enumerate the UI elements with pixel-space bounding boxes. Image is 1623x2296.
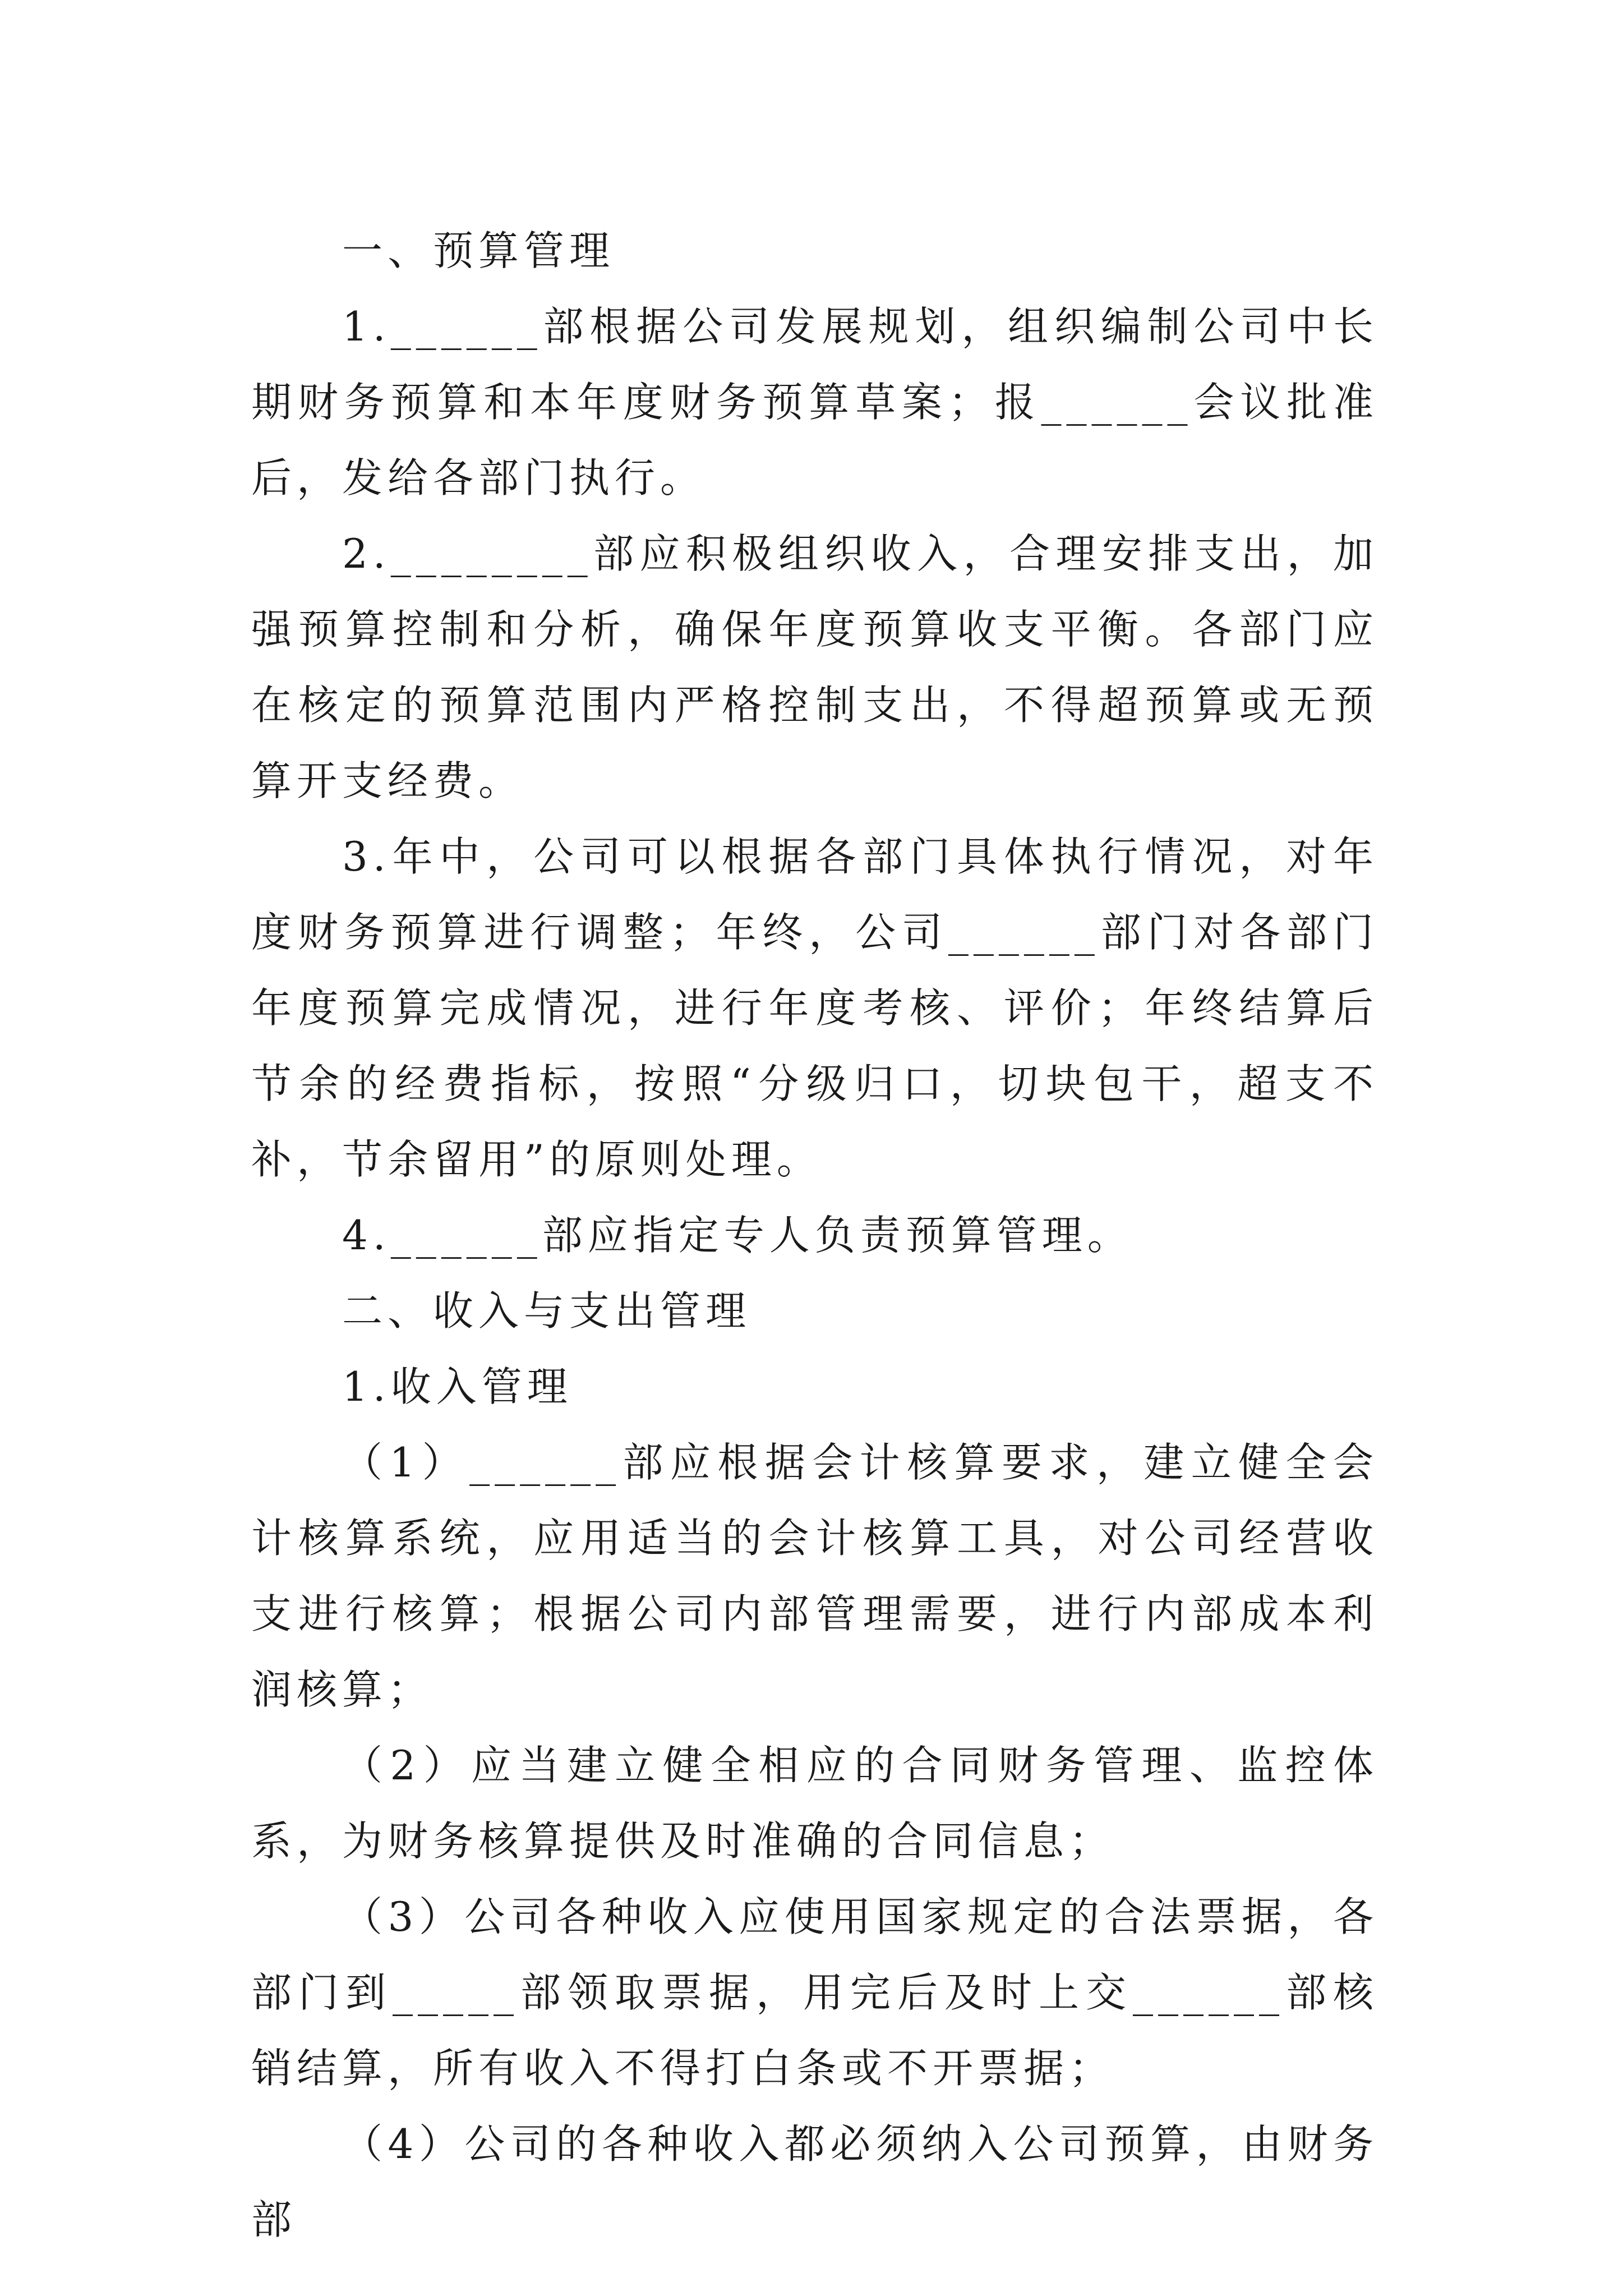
budget-item-1: 1.______部根据公司发展规划，组织编制公司中长期财务预算和本年度财务预算草案；报______会议批准后，发给各部门执行。 (251, 303, 1378, 501)
income-item-4: （4）公司的各种收入都必须纳入公司预算，由财务部 (251, 2120, 1378, 2243)
section-heading-income-expense: 二、收入与支出管理 (342, 1287, 751, 1335)
section-heading-budget: 一、预算管理 (342, 227, 615, 274)
income-item-1: （1）______部应根据会计核算要求，建立健全会计核算系统，应用适当的会计核算工具，对公司经营收支进行核算；根据公司内部管理需要，进行内部成本利润核算； (251, 1439, 1378, 1713)
budget-item-2: 2.________部应积极组织收入，合理安排支出，加强预算控制和分析，确保年度预算收支平衡。各部门应在核定的预算范围内严格控制支出，不得超预算或无预算开支经费。 (251, 530, 1378, 804)
document-body (251, 213, 1378, 2258)
budget-item-3: 3.年中，公司可以根据各部门具体执行情况，对年度财务预算进行调整；年终，公司______部门对各部门年度预算完成情况，进行年度考核、评价；年终结算后节余的经费指标，按照“分级归口，切块包干，超支不补，节余留用”的原则处理。 (251, 833, 1378, 1183)
income-item-2: （2）应当建立健全相应的合同财务管理、监控体系，为财务核算提供及时准确的合同信息； (251, 1742, 1378, 1865)
income-item-3: （3）公司各种收入应使用国家规定的合法票据，各部门到_____部领取票据，用完后及时上交______部核销结算，所有收入不得打白条或不开票据； (251, 1893, 1378, 2092)
budget-item-4: 4.______部应指定专人负责预算管理。 (342, 1212, 1133, 1259)
subheading-income: 1.收入管理 (342, 1363, 573, 1410)
